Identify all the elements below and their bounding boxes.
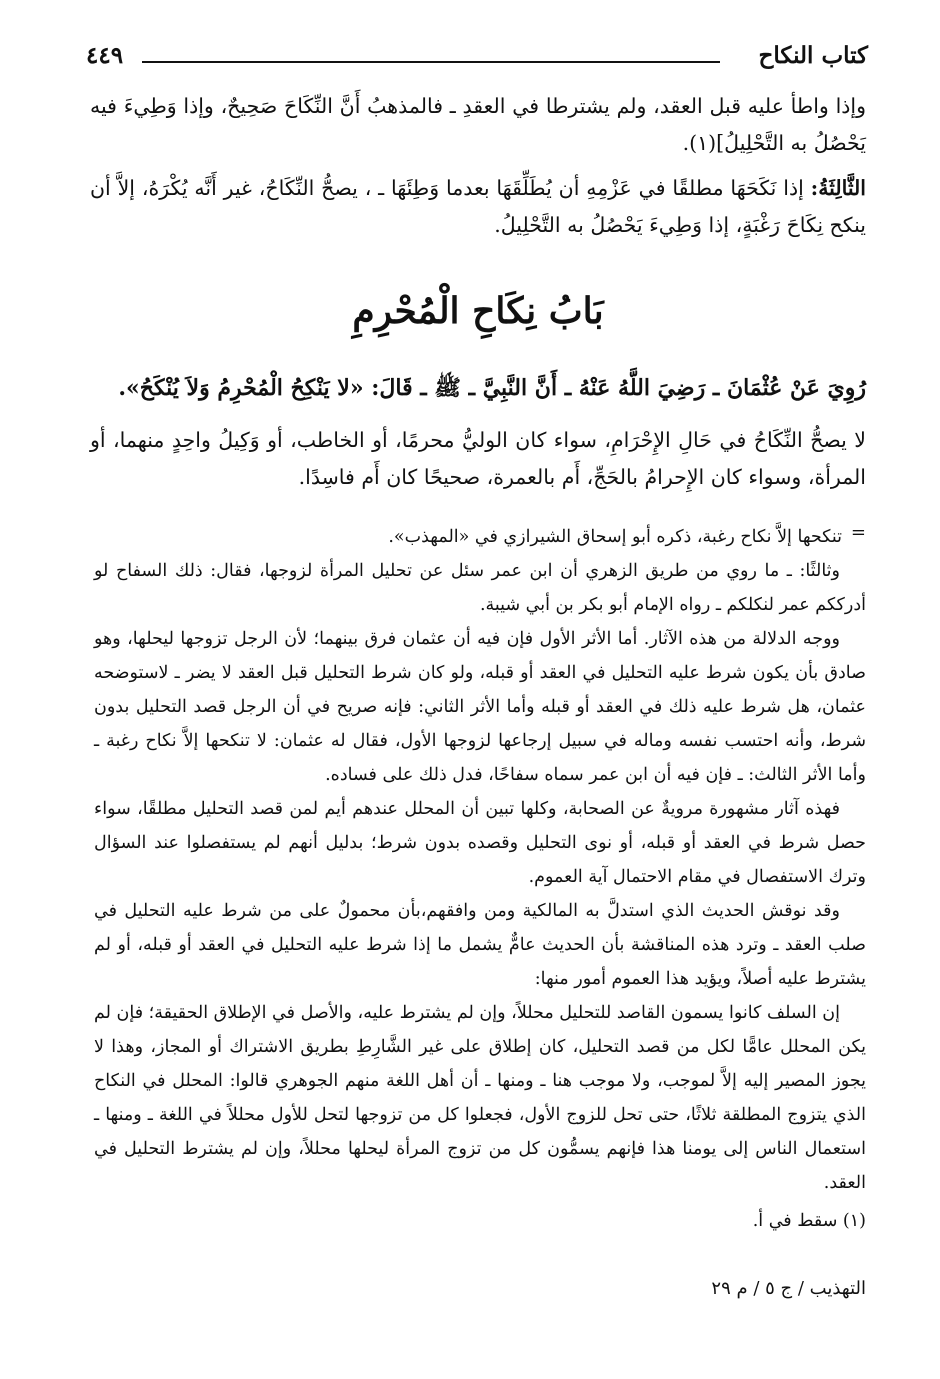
footnote-continuation-marker: = [850,522,866,543]
footnote-paragraph: إن السلف كانوا يسمون القاصد للتحليل محللاً، وإن لم يشترط عليه، والأصل في الإطلاق الحقيقة؛ فإن لم يكن المحلل عامًّا لكل من قصد التحليل، كان إطلاق على غير الشَّارِطِ بطريق الاشتراك أو المجاز، وهذا لا يجوز المصير إليه إلاَّ لموجب، ولا موجب هنا ـ ومنها ـ أن أهل اللغة منهم الجوهري قالوا: المحلل في النكاح الذي يتزوج المطلقة ثلاثًا، حتى تحل للزوج الأول، فجعلوا كل من تزوجها لتحل للأول محللاً في اللغة ـ ومنها ـ استعمال الناس إلى يومنا هذا فإنهم يسمُّون كل من تزوج المرأة ليحلها محللاً، وإن لم يشترط التحليل في العقد. [94,1003,866,1193]
footnote-continuation: تنكحها إلاَّ نكاح رغبة، ذكره أبو إسحاق الشيرازي في «المهذب». [388,527,842,547]
main-text-top [90,88,866,265]
page-header [80,38,868,78]
footnotes-section [94,520,866,1238]
footnote-paragraph: وثالثًا: ـ ما روي من طريق الزهري أن ابن عمر سئل عن تحليل المرأة لزوجها، فقال: ذلك السفاح لو أدرككم عمر لنكلكم ـ رواه الإمام أبو بكر بن أبي شيبة. [94,561,866,615]
chapter-title: بَابُ نِكَاحِ الْمُحْرِمِ [352,290,604,332]
page-number: ٤٤٩ [86,42,124,69]
paragraph-continuation: وإذا واطأ عليه قبل العقد، ولم يشترطا في العقدِ ـ فالمذهبُ أَنَّ النِّكَاحَ صَحِيحٌ، وإذا وَطِيءَ فيه يَحْصُلُ به التَّحْلِيلُ](١). [90,94,866,155]
footnote-1: (١) سقط في أ. [752,1211,866,1231]
footnote-paragraph: فهذه آثار مشهورة مرويةٌ عن الصحابة، وكلها تبين أن المحلل عندهم أيم لمن قصد التحليل مطلقًا، سواء حصل شرط في العقد أو قبله، أو نوى التحليل وقصده بدون شرط؛ بدليل أنهم لم يستفصلوا عند السؤال وترك الاستفصال في مقام الاحتمال آية العموم. [94,799,866,887]
paragraph-third-case [90,170,866,244]
header-rule [142,61,720,63]
third-case-text: إذا نَكَحَهَا مطلقًا في عَزْمِهِ أن يُطَلِّقَهَا بعدما وَطِئَهَا ـ ، يصحُّ النِّكَاحُ، غير أَنَّه يُكْرَهُ، إلاَّ أن ينكح نِكَاحَ رَغْبَةٍ، إذا وَطِيءَ يَحْصُلُ به التَّحْلِيلُ. [90,176,866,237]
book-title: كتاب النكاح [758,42,868,69]
signature-line: التهذيب / ج ٥ / م ٢٩ [711,1278,866,1299]
third-case-heading: الثَّالِثَةُ: [810,176,866,200]
footnote-paragraph: وقد نوقش الحديث الذي استدلَّ به المالكية ومن وافقهم،بأن محمولٌ على من شرط عليه التحليل في صلب العقد ـ وترد هذه المناقشة بأن الحديث عامٌّ يشمل ما إذا شرط عليه التحليل في العقد أو قبله، أو لم يشترط عليه أصلاً، ويؤيد هذا العموم أمور منها: [94,901,866,989]
hadith-text: رُوِيَ عَنْ عُثْمَانَ ـ رَضِيَ اللَّهُ عَنْهُ ـ أَنَّ النَّبِيَّ ـ ﷺ ـ قَالَ: «لا يَنْكِحُ الْمُحْرِمُ وَلاَ يُنْكَحُ». [118,375,866,401]
ruling-paragraph: لا يصحُّ النِّكَاحُ في حَالِ الإِحْرَامِ، سواء كان الوليُّ محرمًا، أو الخاطب، أو وَكِيلُ واحِدٍ منهما، أو المرأة، وسواء كان الإِحرامُ بالحَجِّ، أَم بالعمرة، صحيحًا كان أَم فاسِدًا. [90,428,866,489]
footnote-paragraph: ووجه الدلالة من هذه الآثار. أما الأثر الأول فإن فيه أن عثمان فرق بينهما؛ لأن الرجل تزوجها ليحلها، وهو صادق بأن يكون شرط عليه التحليل في العقد أو قبله، ولو كان شرط التحليل قبل العقد لا يضر ـ لاستوضحه عثمان، هل شرط عليه ذلك في العقد أو قبله وأما الأثر الثاني: فإنه صريح في أن الرجل قصد التحليل بدون شرط، وأنه احتسب نفسه وماله في سبيل إرجاعها لزوجها الأول، فقال له عثمان: لا تنكحها إلاَّ نكاح رغبة ـ وأما الأثر الثالث: ـ فإن فيه أن ابن عمر سماه سفاحًا، فدل ذلك على فساده. [94,629,866,785]
